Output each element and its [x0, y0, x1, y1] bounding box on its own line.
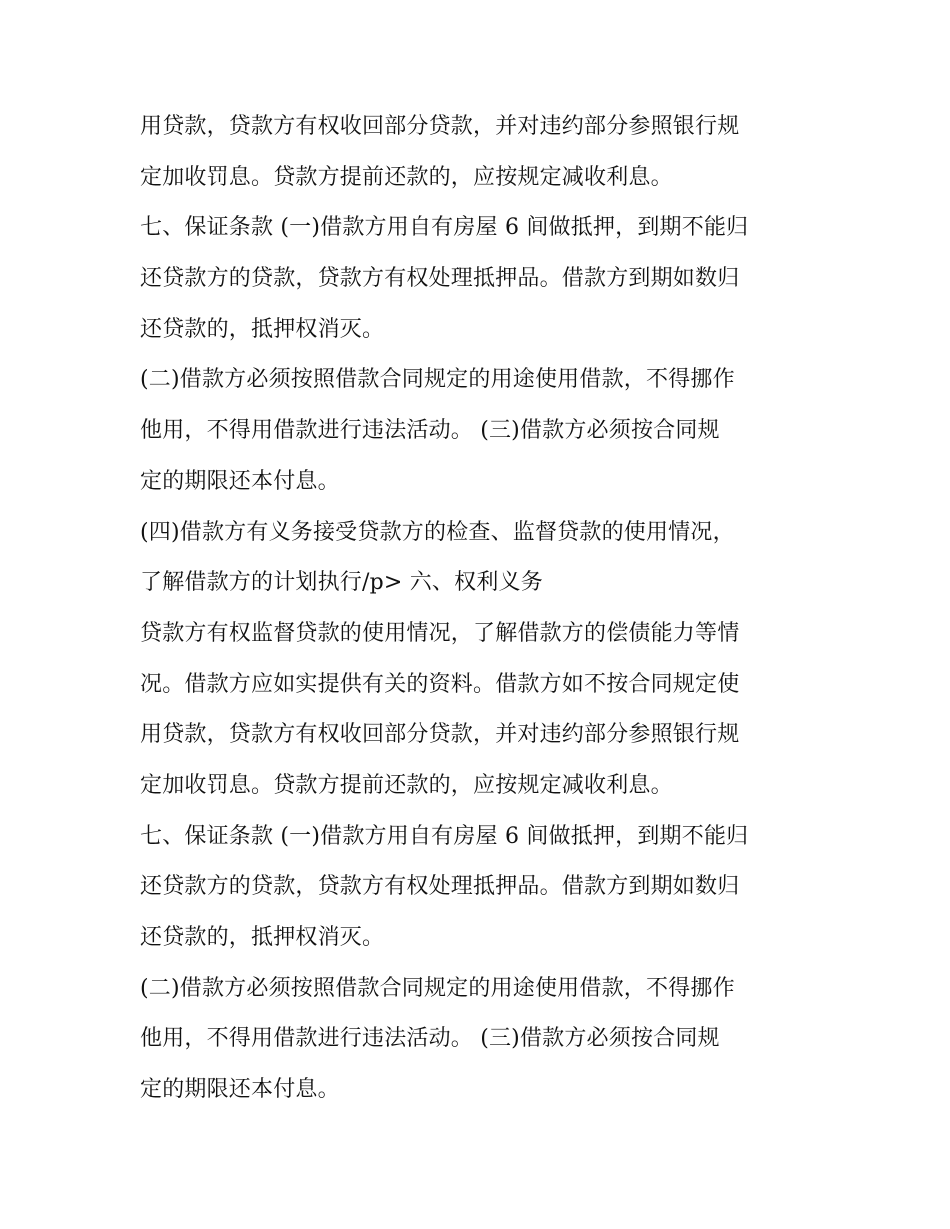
text-line: 他用，不得用借款进行违法活动。 (三)借款方必须按合同规 — [140, 1026, 720, 1052]
text-line: (二)借款方必须按照借款合同规定的用途使用借款，不得挪作 — [140, 975, 735, 1001]
text-line: 了解借款方的计划执行/p> 六、权利义务 — [140, 570, 543, 596]
text-line: 用贷款，贷款方有权收回部分贷款，并对违约部分参照银行规 — [140, 114, 740, 139]
text-line: 定的期限还本付息。 — [140, 1077, 340, 1103]
text-line: 用贷款，贷款方有权收回部分贷款，并对违约部分参照银行规 — [140, 722, 740, 748]
text-line: 贷款方有权监督贷款的使用情况，了解借款方的偿债能力等情 — [140, 620, 740, 646]
document-body — [140, 102, 820, 1116]
text-line: (二)借款方必须按照借款合同规定的用途使用借款，不得挪作 — [140, 367, 735, 393]
text-line: 他用，不得用借款进行违法活动。 (三)借款方必须按合同规 — [140, 418, 720, 444]
text-line: 定加收罚息。贷款方提前还款的，应按规定减收利息。 — [140, 772, 673, 798]
text-line: 还贷款方的贷款，贷款方有权处理抵押品。借款方到期如数归 — [140, 874, 740, 900]
text-line: 七、保证条款 (一)借款方用自有房屋 6 间做抵押，到期不能归 — [140, 823, 749, 849]
text-line: 定加收罚息。贷款方提前还款的，应按规定减收利息。 — [140, 164, 673, 190]
text-line: 还贷款方的贷款，贷款方有权处理抵押品。借款方到期如数归 — [140, 266, 740, 292]
text-line: 还贷款的，抵押权消灭。 — [140, 925, 385, 950]
text-line: 定的期限还本付息。 — [140, 468, 340, 494]
text-line: 还贷款的，抵押权消灭。 — [140, 316, 385, 342]
text-line: 七、保证条款 (一)借款方用自有房屋 6 间做抵押，到期不能归 — [140, 215, 749, 241]
text-line: 况。借款方应如实提供有关的资料。借款方如不按合同规定使 — [140, 671, 740, 697]
text-line: (四)借款方有义务接受贷款方的检查、监督贷款的使用情况， — [140, 519, 735, 545]
